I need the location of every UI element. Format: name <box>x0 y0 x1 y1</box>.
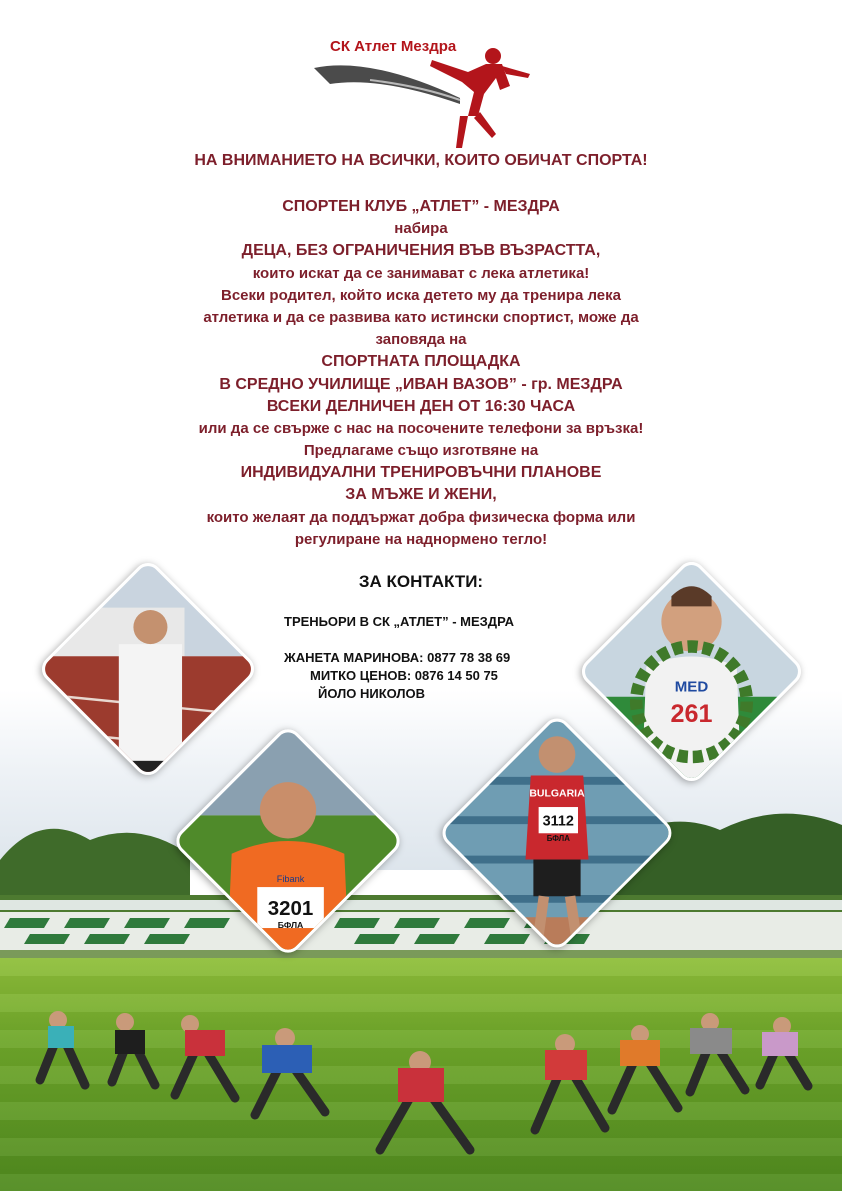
announcement-line: Всеки родител, който иска детето му да тренира лека <box>221 286 621 304</box>
announcement-line: регулиране на наднормено тегло! <box>294 530 548 548</box>
contacts-title: ЗА КОНТАКТИ: <box>358 572 484 591</box>
page-heading: НА ВНИМАНИЕТО НА ВСИЧКИ, КОИТО ОБИЧАТ СПОРТА! <box>194 152 648 169</box>
shirt-text: BULGARIA <box>529 788 585 800</box>
announcement-line: СПОРТНАТА ПЛОЩАДКА <box>321 353 521 371</box>
contact-zhaneta: ЖАНЕТА МАРИНОВА: 0877 78 38 69 <box>284 650 511 665</box>
announcement-line: СПОРТЕН КЛУБ „АТЛЕТ” - МЕЗДРА <box>282 198 560 215</box>
bib-label: БФЛА <box>277 920 304 931</box>
contact-yolo: ЙОЛО НИКОЛОВ <box>318 686 426 701</box>
runner-figure <box>380 1051 470 1150</box>
bib-top-text: MED <box>674 678 709 696</box>
sponsor-text: Fibank <box>276 873 305 884</box>
runner-figure <box>760 1017 808 1086</box>
announcement-line: ДЕЦА, БЕЗ ОГРАНИЧЕНИЯ ВЪВ ВЪЗРАСТТА, <box>241 242 601 260</box>
coaches-label: ТРЕНЬОРИ В СК „АТЛЕТ” - МЕЗДРА <box>284 614 514 629</box>
announcement-line: ВСЕКИ ДЕЛНИЧЕН ДЕН ОТ 16:30 ЧАСА <box>266 397 576 415</box>
announcement-line: заповяда на <box>375 331 467 349</box>
bib-number: 3112 <box>542 813 574 830</box>
runner-figure <box>255 1028 325 1115</box>
club-logo-text: СК Атлет Мездра <box>330 38 457 55</box>
announcement-line: В СРЕДНО УЧИЛИЩЕ „ИВАН ВАЗОВ” - гр. МЕЗДРА <box>219 375 623 393</box>
runner-figure <box>535 1034 605 1130</box>
announcement-line: ЗА МЪЖЕ И ЖЕНИ, <box>345 486 497 504</box>
stadium-background <box>0 800 842 960</box>
bib-label: БФЛА <box>546 833 570 843</box>
announcement-line: които искат да се занимават с лека атлетика! <box>252 264 590 282</box>
announcement-text <box>0 196 842 551</box>
announcement-line: атлетика и да се развива като истински спортист, може да <box>203 308 639 326</box>
announcement-line: ИНДИВИДУАЛНИ ТРЕНИРОВЪЧНИ ПЛАНОВЕ <box>240 464 602 482</box>
runners-group-image <box>0 1000 842 1170</box>
runner-figure <box>175 1015 235 1098</box>
announcement-line: или да се свърже с нас на посочените телефони за връзка! <box>198 419 644 437</box>
bib-number: 261 <box>670 699 713 728</box>
bib-number: 3201 <box>267 897 314 921</box>
runner-figure <box>612 1025 678 1110</box>
announcement-line: набира <box>394 220 448 238</box>
runner-figure <box>690 1013 745 1092</box>
contact-mitko: МИТКО ЦЕНОВ: 0876 14 50 75 <box>310 668 498 683</box>
runner-figure <box>40 1011 85 1085</box>
runner-figure <box>112 1013 155 1085</box>
announcement-line: Предлагаме също изготвяне на <box>303 442 539 460</box>
announcement-line: които желаят да поддържат добра физическа форма или <box>206 508 636 526</box>
